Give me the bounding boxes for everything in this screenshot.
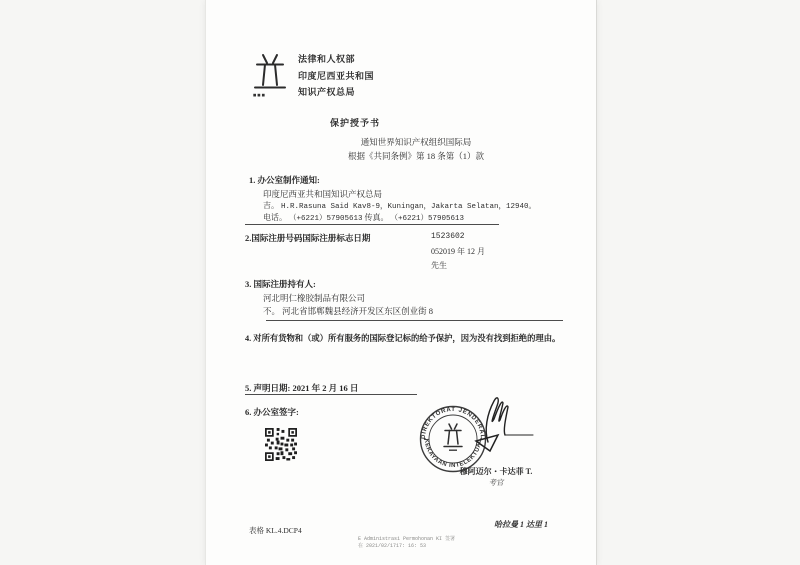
item-2-label: 2.国际注册号码国际注册标志日期 bbox=[245, 233, 371, 243]
qr-code bbox=[265, 428, 297, 461]
ministry-line-1: 法律和人权部 bbox=[298, 54, 356, 64]
ministry-name-block bbox=[298, 51, 374, 101]
holder-address: 不。 河北省邯郸魏县经济开发区东区创业街 8 bbox=[263, 306, 434, 316]
section-divider-1 bbox=[245, 224, 499, 225]
ministry-line-3: 知识产权总局 bbox=[298, 87, 356, 97]
office-phone bbox=[263, 212, 464, 223]
salutation: 先生 bbox=[431, 261, 447, 270]
office-name: 印度尼西亚共和国知识产权总局 bbox=[263, 189, 383, 199]
seal-bottom-text: KEKAYAAN INTELEKTUAL bbox=[422, 438, 484, 470]
form-number: 表格 KL.4.DCP4 bbox=[249, 526, 302, 535]
page-indicator: 哈拉曼 1 达里 1 bbox=[494, 520, 548, 529]
item-1-label: 1. 办公室制作通知: bbox=[249, 175, 320, 185]
office-address-prefix: 吉。 bbox=[263, 201, 281, 210]
ministry-logo-icon bbox=[253, 52, 287, 90]
fax-label: 传真。 bbox=[362, 213, 391, 222]
signatory-title: 考官 bbox=[488, 478, 504, 487]
document-title: 保护授予书 bbox=[330, 118, 381, 128]
office-address-latin: H.R.Rasuna Said Kav8-9，Kuningan，Jakarta Selatan，12940。 bbox=[281, 203, 537, 211]
seal-top-text: DIREKTORAT JENDERAL bbox=[420, 406, 486, 440]
signatory-name: 穆阿迈尔・卡达菲 T. bbox=[459, 467, 533, 476]
item-3-label: 3. 国际注册持有人: bbox=[245, 279, 316, 289]
esign-note-line1: E Administrasi Permohonan KI 签署 bbox=[358, 536, 456, 542]
regulation-line: 根据《共同条例》第 18 条第（1）款 bbox=[347, 151, 484, 161]
holder-name: 河北明仁橡胶制品有限公司 bbox=[263, 293, 366, 303]
notice-line: 通知世界知识产权组织国际局 bbox=[360, 137, 472, 147]
signature-scribble bbox=[458, 390, 538, 460]
section-divider-2 bbox=[266, 320, 563, 321]
item-5-text: 5. 声明日期: 2021 年 2 月 16 日 bbox=[245, 383, 359, 393]
logo-caption: ■■■ bbox=[253, 93, 266, 97]
document-page bbox=[205, 0, 597, 565]
registration-number: 1523602 bbox=[431, 232, 465, 241]
seal-center-caption bbox=[449, 450, 457, 451]
ministry-line-2: 印度尼西亚共和国 bbox=[298, 70, 375, 81]
office-address bbox=[263, 200, 536, 211]
item-6-label: 6. 办公室签字: bbox=[245, 407, 299, 417]
phone-label: 电话。 bbox=[263, 213, 289, 222]
esign-note-line2: 在 2021/02/1717: 16: 53 bbox=[358, 543, 427, 549]
registration-date: 052019 年 12 月 bbox=[431, 247, 485, 256]
phone-value: （+6221）57905613 bbox=[289, 215, 363, 223]
declaration-underline bbox=[245, 394, 417, 395]
fax-value: （+6221）57905613 bbox=[390, 215, 465, 223]
item-4-text: 4. 对所有货物和（或）所有服务的国际登记标的给予保护，因为没有找到拒绝的理由。 bbox=[245, 334, 561, 343]
